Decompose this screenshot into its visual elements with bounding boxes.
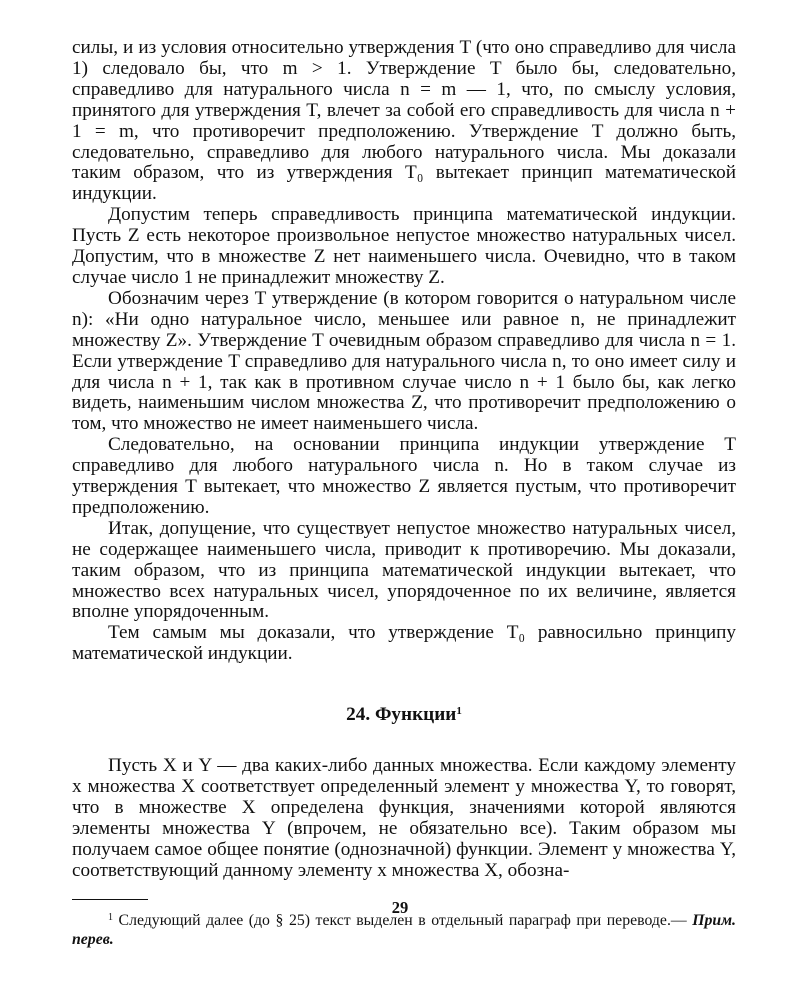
section-paragraph: Пусть X и Y — два каких-либо данных множества. Если каждому элементу x множества X соответствует определенный элемент y множества Y, то говорят, что в множестве X определена функция, значениями которой являются элементы множества Y (впрочем, не обязательно все). Таким образом мы получаем самое общее понятие (однозначной) функции. Элемент y множества Y, соответствующий данному элементу x множества X, обозна- — [72, 755, 736, 881]
paragraph-4: Следовательно, на основании принципа индукции утверждение T справедливо для любого натурального числа n. Но в таком случае из утверждения T вытекает, что множество Z является пустым, что противоречит предположению. — [72, 434, 736, 518]
paragraph-2: Допустим теперь справедливость принципа математической индукции. Пусть Z есть некоторое произвольное непустое множество натуральных чисел. Допустим, что в множестве Z нет наименьшего числа. Очевидно, что в таком случае число 1 не принадлежит множеству Z. — [72, 204, 736, 288]
page-number: 29 — [391, 898, 409, 917]
paragraph-6: Тем самым мы доказали, что утверждение T₀ равносильно принципу математической индукции. — [72, 622, 736, 665]
section-heading — [72, 701, 736, 726]
footnote-tag: Прим. перев. — [72, 911, 736, 948]
paragraph-3: Обозначим через T утверждение (в котором говорится о натуральном числе n): «Ни одно натуральное число, меньшее или равное n, не принадлежит множеству Z». Утверждение T очевидным образом справедливо для числа n = 1. Если утверждение T справедливо для натурального числа n, то оно имеет силу и для числа n + 1, так как в противном случае число n + 1 было бы, как легко видеть, наименьшим числом множества Z, что противоречит предположению о том, что множество не имеет наименьшего числа. — [72, 287, 736, 435]
paragraph-1: силы, и из условия относительно утверждения T (что оно справедливо для числа 1) следовало бы, что m > 1. Утверждение T было бы, следовательно, справедливо для натурального числа n = m — 1, что, по смыслу условия, принятого для утверждения T, влечет за собой его справедливость для числа n + 1 = m, что противоречит предположению. Утверждение T должно быть, следовательно, справедливо для любого натурального числа. Мы доказали таким образом, что из утверждения T₀ вытекает принцип математической индукции. — [72, 37, 736, 205]
section-footnote-mark: 1 — [456, 705, 462, 718]
footnote-mark: 1 — [108, 911, 113, 923]
section-title: Функции — [374, 704, 457, 726]
paragraph-5: Итак, допущение, что существует непустое множество натуральных чисел, не содержащее наименьшего числа, приводит к противоречию. Мы доказали, таким образом, что из принципа математической индукции вытекает, что множество всех натуральных чисел, упорядоченное по их величине, является вполне упорядоченным. — [72, 517, 736, 623]
section-number: 24. — [346, 704, 371, 726]
footnote-text: Следующий далее (до § 25) текст выделен в отдельный параграф при переводе.— — [118, 911, 687, 929]
